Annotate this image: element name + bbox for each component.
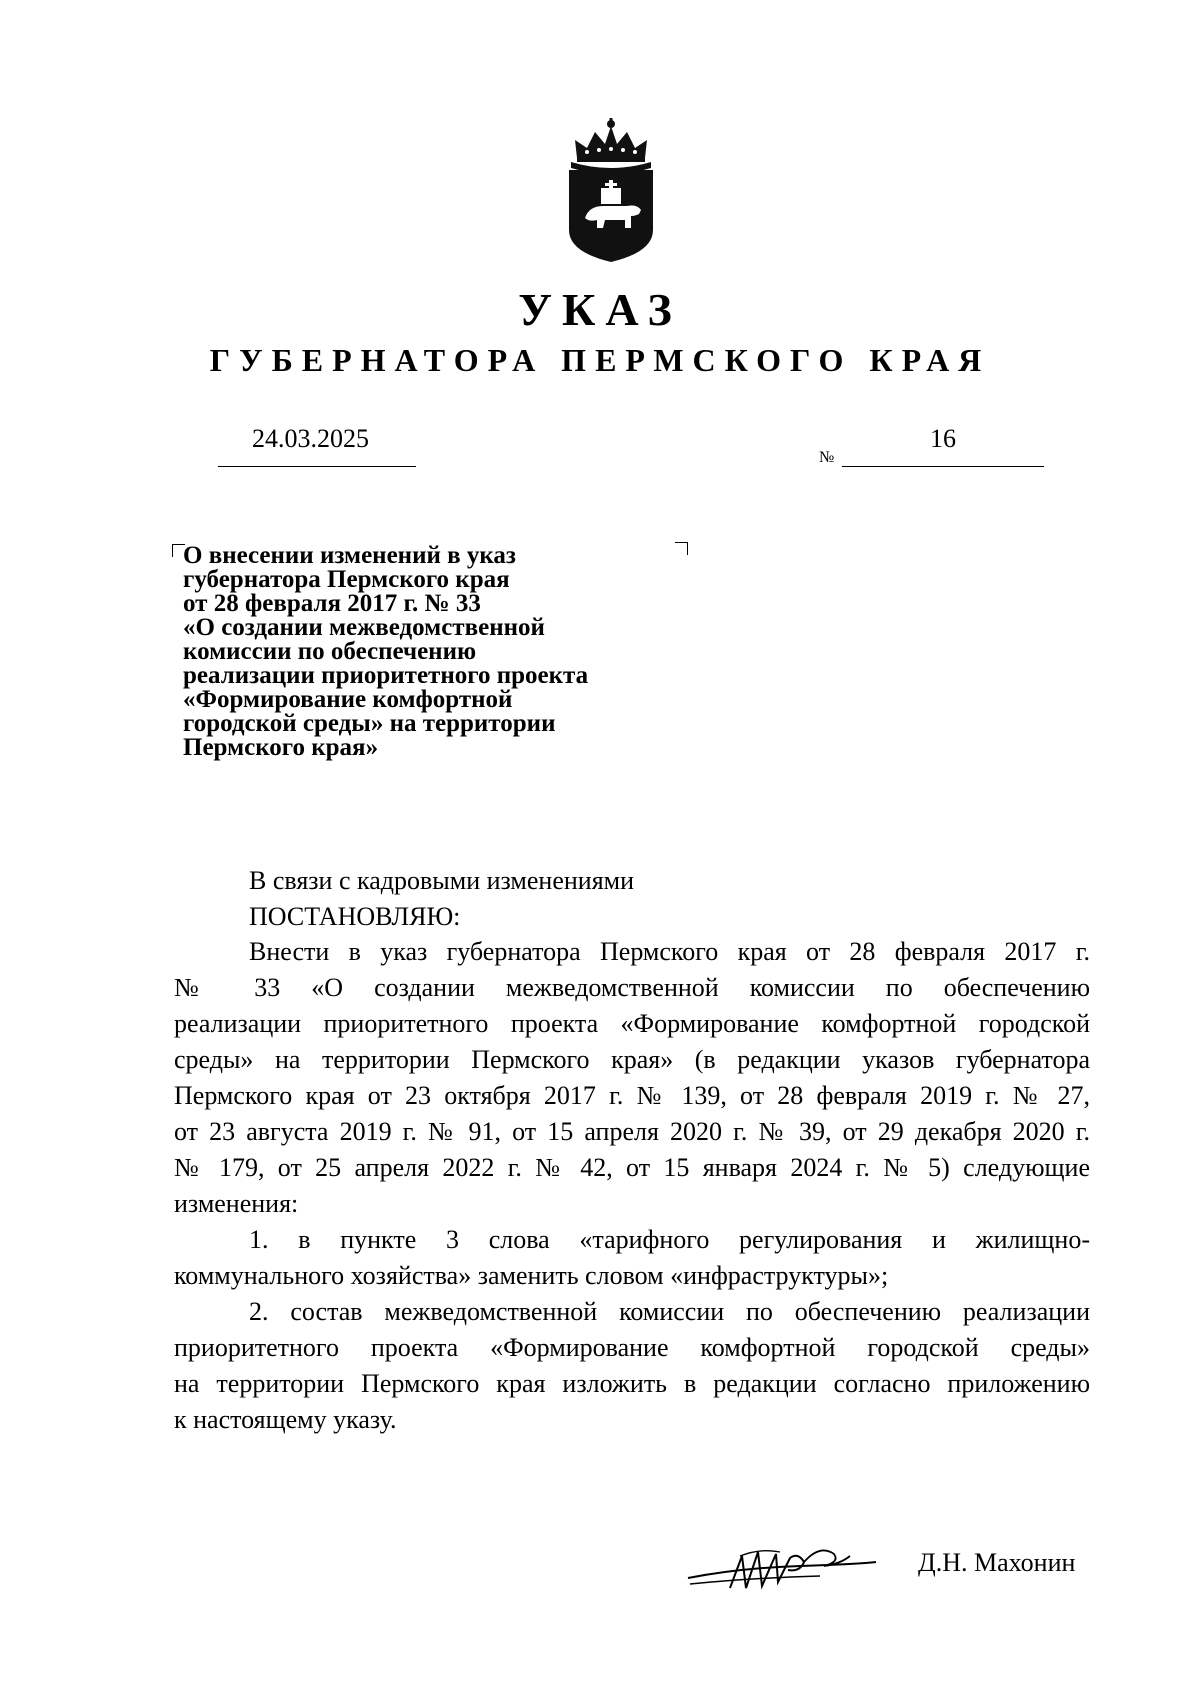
perm-krai-coat-of-arms-icon [565,118,657,263]
decree-heading [183,544,683,760]
body-line: № 179, от 25 апреля 2022 г. № 42, от 15 января 2024 г. № 5) следующие [174,1153,1090,1182]
intro-text: В связи с кадровыми изменениями [249,866,635,895]
decree-date: 24.03.2025 [252,424,369,453]
item-2-line: 2. состав межведомственной комиссии по обеспечению реализации [249,1297,1090,1326]
body-line: реализации приоритетного проекта «Формирование комфортной городской [174,1009,1090,1038]
decree-word: ПОСТАНОВЛЯЮ: [249,902,461,931]
heading-line: «О создании межведомственной [183,614,545,641]
number-underline [842,466,1044,467]
heading-line: О внесении изменений в указ [183,542,516,569]
heading-line: Пермского края» [183,734,379,761]
heading-line: реализации приоритетного проекта [183,662,589,689]
signatory-name: Д.Н. Махонин [918,1548,1076,1577]
item-2-line: к настоящему указу. [174,1405,397,1434]
body-line: от 23 августа 2019 г. № 91, от 15 апреля 2020 г. № 39, от 29 декабря 2020 г. [174,1117,1090,1146]
body-line: № 33 «О создании межведомственной комиссии по обеспечению [174,973,1090,1002]
date-underline [218,466,416,467]
heading-line: городской среды» на территории [183,710,556,737]
heading-line: «Формирование комфортной [183,686,513,713]
item-1-line: коммунального хозяйства» заменить словом «инфраструктуры»; [174,1261,889,1290]
number-label: № [819,449,835,466]
document-title: УКАЗ [518,284,682,335]
document-subtitle: ГУБЕРНАТОРА ПЕРМСКОГО КРАЯ [209,342,991,378]
item-2-line: приоритетного проекта «Формирование комфортной городской среды» [174,1333,1090,1362]
handwritten-signature [680,1538,880,1600]
body-line: Пермского края от 23 октября 2017 г. № 139, от 28 февраля 2019 г. № 27, [174,1081,1090,1110]
item-1-line: 1. в пункте 3 слова «тарифного регулирования и жилищно- [249,1225,1090,1254]
decree-number: 16 [930,424,956,453]
heading-line: губернатора Пермского края [183,566,510,593]
item-2-line: на территории Пермского края изложить в редакции согласно приложению [174,1369,1090,1398]
heading-line: комиссии по обеспечению [183,638,477,665]
body-line: изменения: [174,1189,299,1218]
body-line: среды» на территории Пермского края» (в редакции указов губернатора [174,1045,1090,1074]
heading-line: от 28 февраля 2017 г. № 33 [183,590,481,617]
body-line: Внести в указ губернатора Пермского края от 28 февраля 2017 г. [249,937,1090,966]
